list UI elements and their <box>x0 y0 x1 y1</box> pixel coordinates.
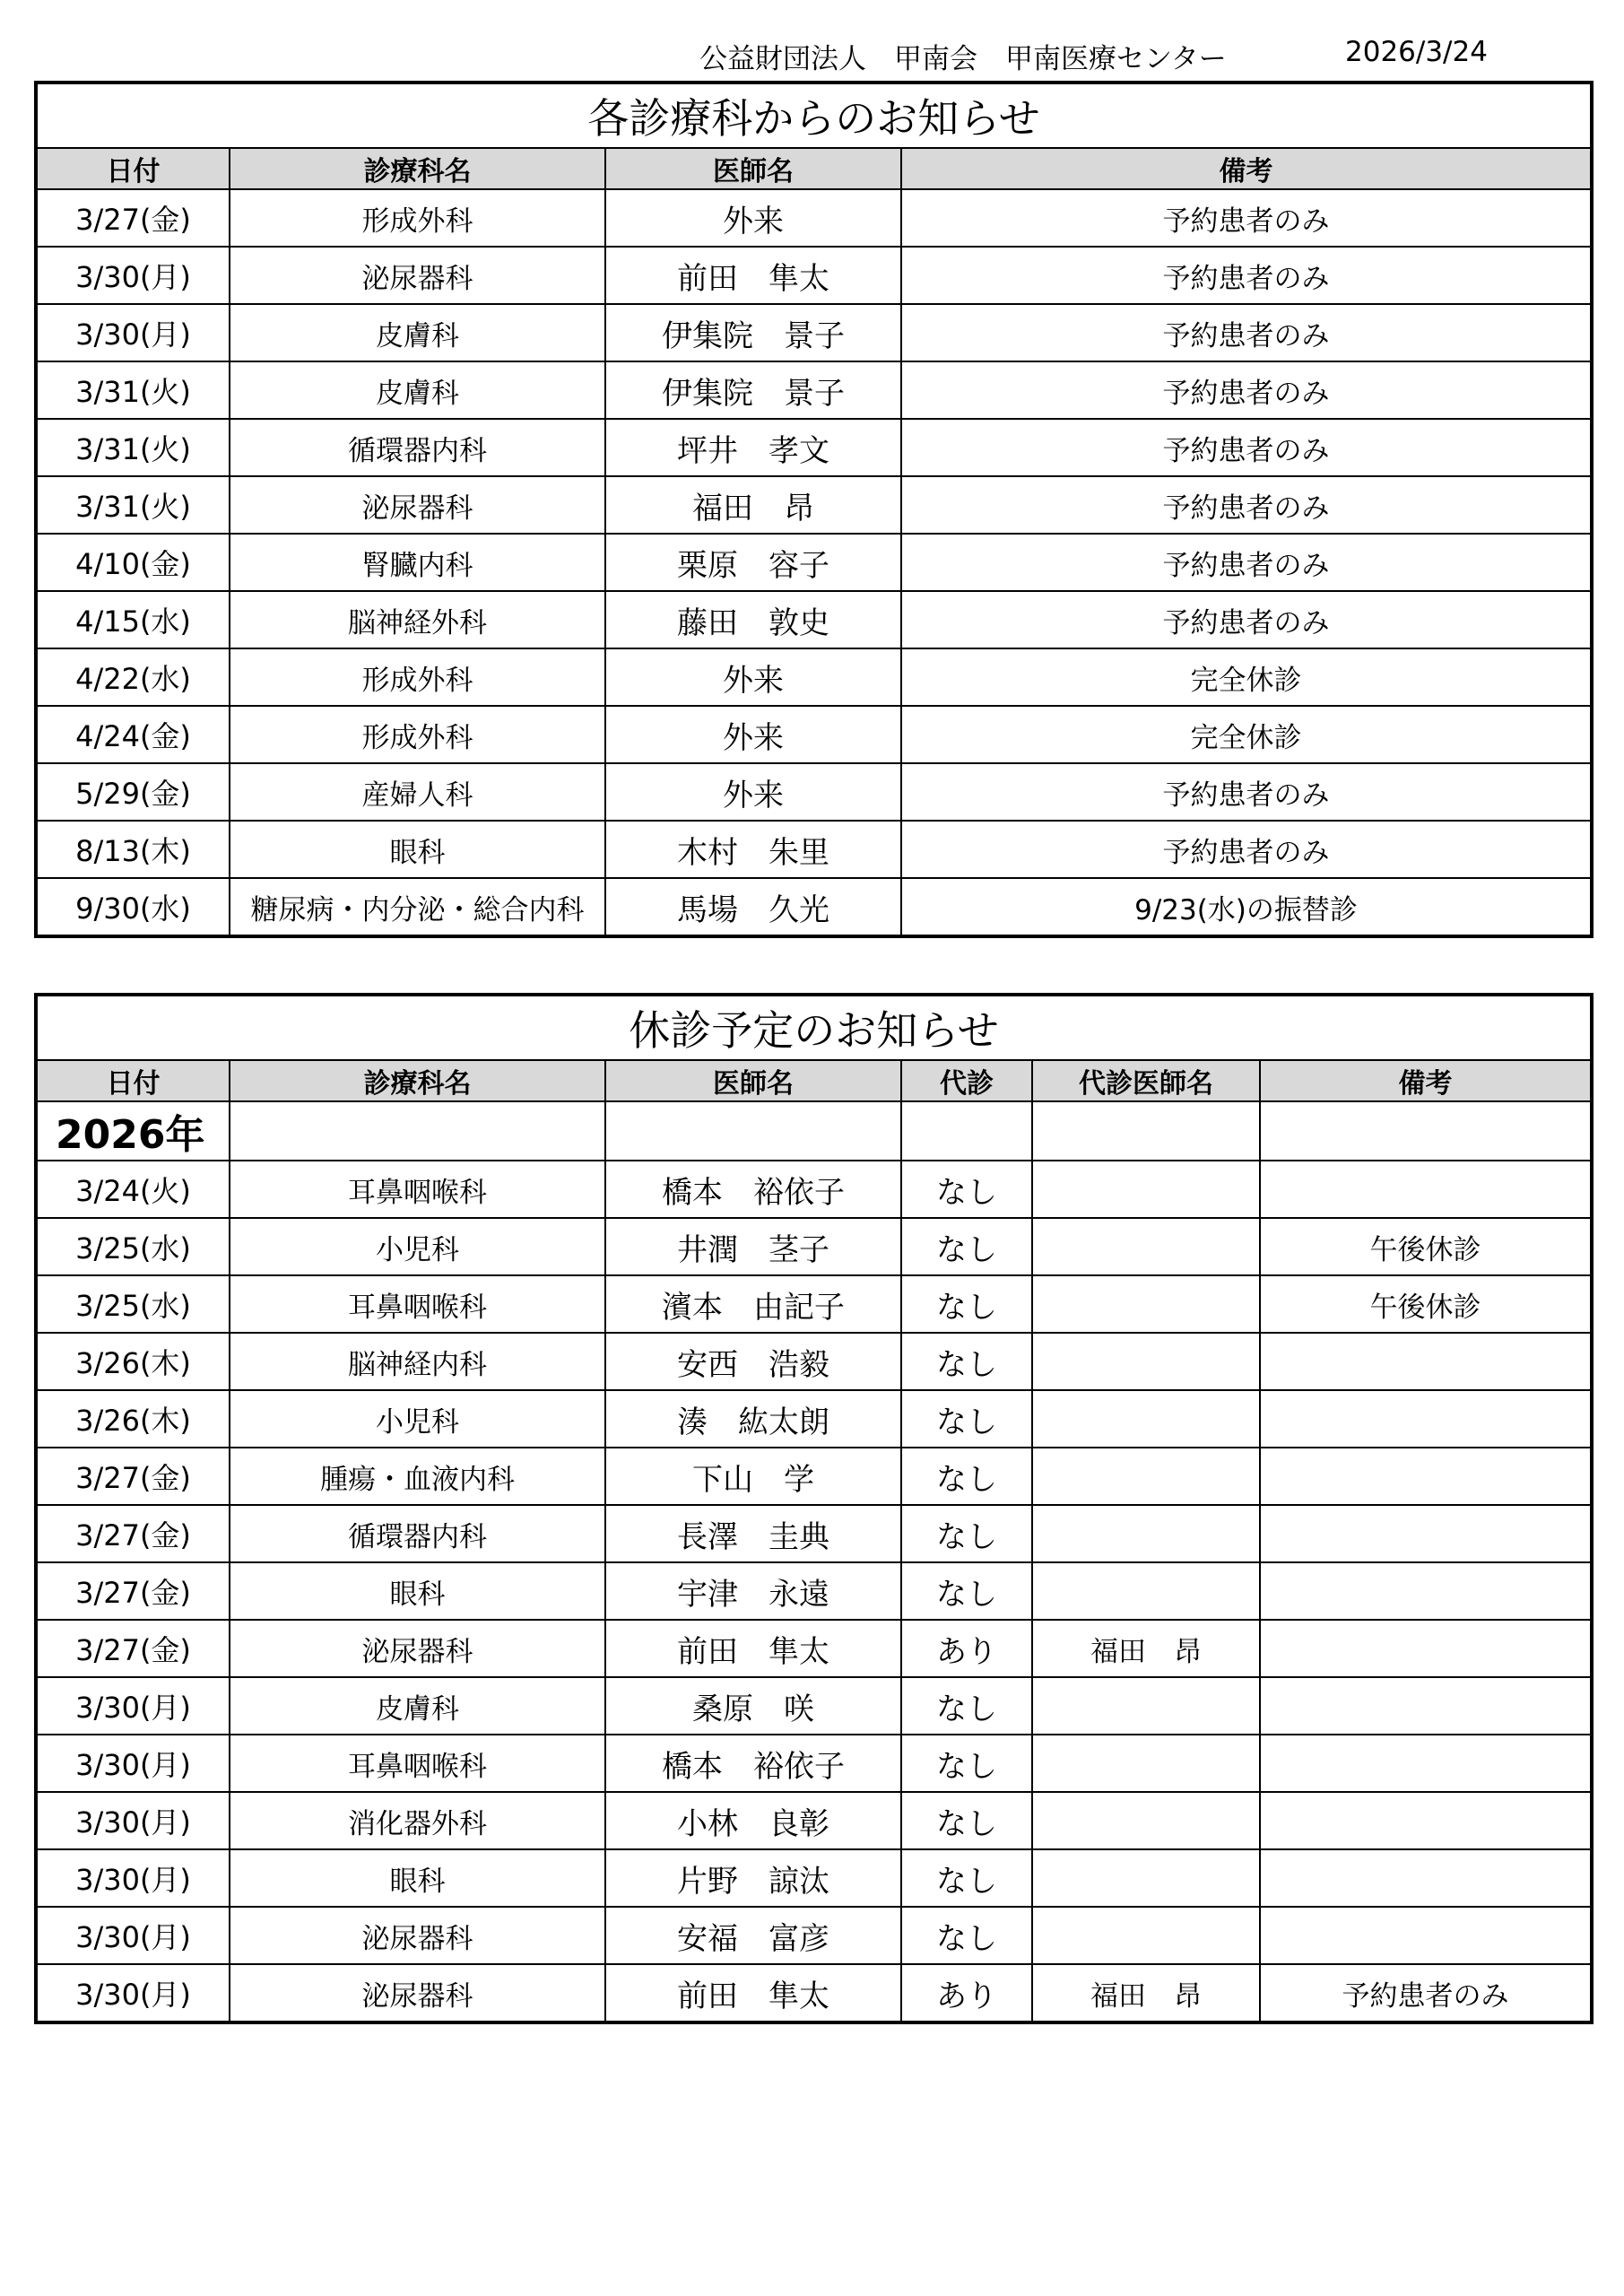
table-title-row <box>36 995 1592 1060</box>
table-row <box>36 304 1592 361</box>
table-row <box>36 1218 1592 1275</box>
doctor-cell: 前田 隼太 <box>605 1964 901 2022</box>
date-cell: 3/30(月) <box>36 1849 230 1907</box>
table-cell <box>901 1101 1032 1161</box>
note-cell: 午後休診 <box>1260 1218 1592 1275</box>
note-cell <box>1260 1907 1592 1964</box>
doctor-cell: 前田 隼太 <box>605 247 901 304</box>
table-title: 各診療科からのお知らせ <box>36 83 1592 148</box>
note-cell: 予約患者のみ <box>901 534 1592 591</box>
table-row <box>36 648 1592 706</box>
column-header: 医師名 <box>605 1060 901 1101</box>
doctor-cell: 井潤 茎子 <box>605 1218 901 1275</box>
substitute-cell: なし <box>901 1218 1032 1275</box>
doctor-cell: 宇津 永遠 <box>605 1562 901 1620</box>
department-cell: 小児科 <box>230 1390 605 1448</box>
note-cell <box>1260 1161 1592 1218</box>
table-row <box>36 591 1592 648</box>
table-row <box>36 1735 1592 1792</box>
substitute-cell: あり <box>901 1964 1032 2022</box>
doctor-cell: 安福 富彦 <box>605 1907 901 1964</box>
table-row <box>36 1333 1592 1390</box>
substitute-cell: なし <box>901 1390 1032 1448</box>
note-cell: 予約患者のみ <box>901 304 1592 361</box>
date-cell: 4/15(水) <box>36 591 230 648</box>
table-cell <box>230 1101 605 1161</box>
department-cell: 耳鼻咽喉科 <box>230 1735 605 1792</box>
doctor-cell: 外来 <box>605 189 901 247</box>
substitute-cell: なし <box>901 1792 1032 1849</box>
date-cell: 8/13(木) <box>36 821 230 878</box>
department-cell: 眼科 <box>230 1849 605 1907</box>
doctor-cell: 橋本 裕依子 <box>605 1161 901 1218</box>
substitute-cell: なし <box>901 1849 1032 1907</box>
doctor-cell: 福田 昂 <box>605 476 901 534</box>
date-cell: 3/26(木) <box>36 1390 230 1448</box>
substitute-doctor-cell <box>1032 1448 1260 1505</box>
department-cell: 耳鼻咽喉科 <box>230 1275 605 1333</box>
department-cell: 消化器外科 <box>230 1792 605 1849</box>
note-cell: 予約患者のみ <box>901 189 1592 247</box>
note-cell: 予約患者のみ <box>901 763 1592 821</box>
date-cell: 4/10(金) <box>36 534 230 591</box>
department-cell: 皮膚科 <box>230 304 605 361</box>
date-cell: 3/30(月) <box>36 1907 230 1964</box>
department-cell: 循環器内科 <box>230 1505 605 1562</box>
department-cell: 眼科 <box>230 1562 605 1620</box>
note-cell: 完全休診 <box>901 648 1592 706</box>
table-row <box>36 419 1592 476</box>
substitute-doctor-cell <box>1032 1849 1260 1907</box>
column-header: 備考 <box>901 148 1592 189</box>
doctor-cell: 外来 <box>605 763 901 821</box>
table-title: 休診予定のお知らせ <box>36 995 1592 1060</box>
department-cell: 形成外科 <box>230 648 605 706</box>
table-row <box>36 1161 1592 1218</box>
substitute-doctor-cell <box>1032 1792 1260 1849</box>
note-cell <box>1260 1792 1592 1849</box>
date-cell: 3/30(月) <box>36 1964 230 2022</box>
doctor-cell: 湊 紘太朗 <box>605 1390 901 1448</box>
date-cell: 3/30(月) <box>36 304 230 361</box>
date-cell: 3/24(火) <box>36 1161 230 1218</box>
substitute-cell: なし <box>901 1907 1032 1964</box>
doctor-cell: 小林 良彰 <box>605 1792 901 1849</box>
table-row <box>36 1964 1592 2022</box>
substitute-cell: なし <box>901 1505 1032 1562</box>
note-cell: 予約患者のみ <box>1260 1964 1592 2022</box>
table-row <box>36 878 1592 936</box>
column-header: 日付 <box>36 1060 230 1101</box>
table-row <box>36 189 1592 247</box>
table-row <box>36 247 1592 304</box>
column-header: 代診 <box>901 1060 1032 1101</box>
table-cell <box>1260 1101 1592 1161</box>
department-cell: 腫瘍・血液内科 <box>230 1448 605 1505</box>
department-cell: 泌尿器科 <box>230 247 605 304</box>
date-cell: 4/22(水) <box>36 648 230 706</box>
column-header: 備考 <box>1260 1060 1592 1101</box>
note-cell: 9/23(水)の振替診 <box>901 878 1592 936</box>
date-cell: 3/25(水) <box>36 1275 230 1333</box>
table-row <box>36 1448 1592 1505</box>
doctor-cell: 木村 朱里 <box>605 821 901 878</box>
department-cell: 皮膚科 <box>230 1677 605 1735</box>
table-row <box>36 534 1592 591</box>
note-cell: 予約患者のみ <box>901 476 1592 534</box>
substitute-doctor-cell <box>1032 1218 1260 1275</box>
date-cell: 3/27(金) <box>36 189 230 247</box>
substitute-doctor-cell <box>1032 1275 1260 1333</box>
note-cell <box>1260 1562 1592 1620</box>
table-header-row <box>36 148 1592 189</box>
doctor-cell: 外来 <box>605 648 901 706</box>
doctor-cell: 橋本 裕依子 <box>605 1735 901 1792</box>
substitute-cell: なし <box>901 1735 1032 1792</box>
note-cell <box>1260 1677 1592 1735</box>
note-cell: 予約患者のみ <box>901 821 1592 878</box>
table-cell <box>1032 1101 1260 1161</box>
date-cell: 3/31(火) <box>36 361 230 419</box>
department-cell: 泌尿器科 <box>230 476 605 534</box>
note-cell: 午後休診 <box>1260 1275 1592 1333</box>
department-cell: 小児科 <box>230 1218 605 1275</box>
substitute-cell: なし <box>901 1161 1032 1218</box>
table-title-row <box>36 83 1592 148</box>
doctor-cell: 片野 諒汰 <box>605 1849 901 1907</box>
doctor-cell: 馬場 久光 <box>605 878 901 936</box>
doctor-cell: 桑原 咲 <box>605 1677 901 1735</box>
table-row <box>36 361 1592 419</box>
note-cell <box>1260 1390 1592 1448</box>
note-cell: 予約患者のみ <box>901 419 1592 476</box>
closure-schedule-table <box>34 993 1594 2024</box>
date-cell: 3/27(金) <box>36 1448 230 1505</box>
doctor-cell: 長澤 圭典 <box>605 1505 901 1562</box>
substitute-doctor-cell <box>1032 1505 1260 1562</box>
column-header: 診療科名 <box>230 148 605 189</box>
department-cell: 皮膚科 <box>230 361 605 419</box>
date-cell: 3/30(月) <box>36 247 230 304</box>
substitute-cell: なし <box>901 1275 1032 1333</box>
doctor-cell: 濱本 由記子 <box>605 1275 901 1333</box>
doctor-cell: 藤田 敦史 <box>605 591 901 648</box>
column-header: 代診医師名 <box>1032 1060 1260 1101</box>
note-cell: 予約患者のみ <box>901 247 1592 304</box>
table-row <box>36 1275 1592 1333</box>
note-cell: 完全休診 <box>901 706 1592 763</box>
doctor-cell: 下山 学 <box>605 1448 901 1505</box>
doctor-cell: 外来 <box>605 706 901 763</box>
doctor-cell: 伊集院 景子 <box>605 361 901 419</box>
date-cell: 9/30(水) <box>36 878 230 936</box>
department-cell: 眼科 <box>230 821 605 878</box>
table-row <box>36 1849 1592 1907</box>
doctor-cell: 伊集院 景子 <box>605 304 901 361</box>
department-cell: 産婦人科 <box>230 763 605 821</box>
doctor-cell: 栗原 容子 <box>605 534 901 591</box>
date-cell: 3/30(月) <box>36 1677 230 1735</box>
column-header: 日付 <box>36 148 230 189</box>
table-cell <box>605 1101 901 1161</box>
note-cell <box>1260 1620 1592 1677</box>
table-row <box>36 1907 1592 1964</box>
substitute-doctor-cell <box>1032 1907 1260 1964</box>
department-cell: 形成外科 <box>230 189 605 247</box>
substitute-cell: なし <box>901 1677 1032 1735</box>
department-cell: 脳神経内科 <box>230 1333 605 1390</box>
organization-name: 公益財団法人 甲南会 甲南医療センター <box>699 43 1227 75</box>
substitute-doctor-cell <box>1032 1562 1260 1620</box>
date-cell: 4/24(金) <box>36 706 230 763</box>
substitute-cell: なし <box>901 1448 1032 1505</box>
table-row <box>36 476 1592 534</box>
substitute-doctor-cell <box>1032 1735 1260 1792</box>
note-cell: 予約患者のみ <box>901 591 1592 648</box>
table-row <box>36 1562 1592 1620</box>
date-cell: 3/25(水) <box>36 1218 230 1275</box>
department-cell: 腎臓内科 <box>230 534 605 591</box>
year-label: 2026年 <box>36 1101 230 1161</box>
column-header: 診療科名 <box>230 1060 605 1101</box>
table-row <box>36 1390 1592 1448</box>
department-cell: 形成外科 <box>230 706 605 763</box>
date-cell: 3/26(木) <box>36 1333 230 1390</box>
substitute-doctor-cell <box>1032 1390 1260 1448</box>
substitute-doctor-cell <box>1032 1333 1260 1390</box>
table-row <box>36 763 1592 821</box>
date-cell: 3/30(月) <box>36 1792 230 1849</box>
table-row <box>36 1505 1592 1562</box>
substitute-doctor-cell: 福田 昂 <box>1032 1620 1260 1677</box>
table-row <box>36 706 1592 763</box>
department-cell: 耳鼻咽喉科 <box>230 1161 605 1218</box>
date-cell: 3/27(金) <box>36 1505 230 1562</box>
date-cell: 3/30(月) <box>36 1735 230 1792</box>
note-cell <box>1260 1505 1592 1562</box>
table-row <box>36 1620 1592 1677</box>
department-notice-table <box>34 81 1594 938</box>
substitute-cell: なし <box>901 1333 1032 1390</box>
department-cell: 泌尿器科 <box>230 1964 605 2022</box>
department-cell: 糖尿病・内分泌・総合内科 <box>230 878 605 936</box>
substitute-cell: なし <box>901 1562 1032 1620</box>
table-row <box>36 1792 1592 1849</box>
doctor-cell: 坪井 孝文 <box>605 419 901 476</box>
department-cell: 脳神経外科 <box>230 591 605 648</box>
page-header <box>0 36 1624 77</box>
substitute-doctor-cell <box>1032 1161 1260 1218</box>
substitute-doctor-cell <box>1032 1677 1260 1735</box>
date-cell: 3/27(金) <box>36 1562 230 1620</box>
column-header: 医師名 <box>605 148 901 189</box>
department-cell: 泌尿器科 <box>230 1620 605 1677</box>
note-cell: 予約患者のみ <box>901 361 1592 419</box>
table-row <box>36 821 1592 878</box>
year-row <box>36 1101 1592 1161</box>
substitute-cell: あり <box>901 1620 1032 1677</box>
issue-date: 2026/3/24 <box>1345 36 1488 68</box>
note-cell <box>1260 1333 1592 1390</box>
date-cell: 3/27(金) <box>36 1620 230 1677</box>
table-header-row <box>36 1060 1592 1101</box>
doctor-cell: 安西 浩毅 <box>605 1333 901 1390</box>
date-cell: 3/31(火) <box>36 419 230 476</box>
date-cell: 5/29(金) <box>36 763 230 821</box>
doctor-cell: 前田 隼太 <box>605 1620 901 1677</box>
department-cell: 泌尿器科 <box>230 1907 605 1964</box>
note-cell <box>1260 1448 1592 1505</box>
department-cell: 循環器内科 <box>230 419 605 476</box>
table-row <box>36 1677 1592 1735</box>
date-cell: 3/31(火) <box>36 476 230 534</box>
note-cell <box>1260 1735 1592 1792</box>
note-cell <box>1260 1849 1592 1907</box>
substitute-doctor-cell: 福田 昂 <box>1032 1964 1260 2022</box>
